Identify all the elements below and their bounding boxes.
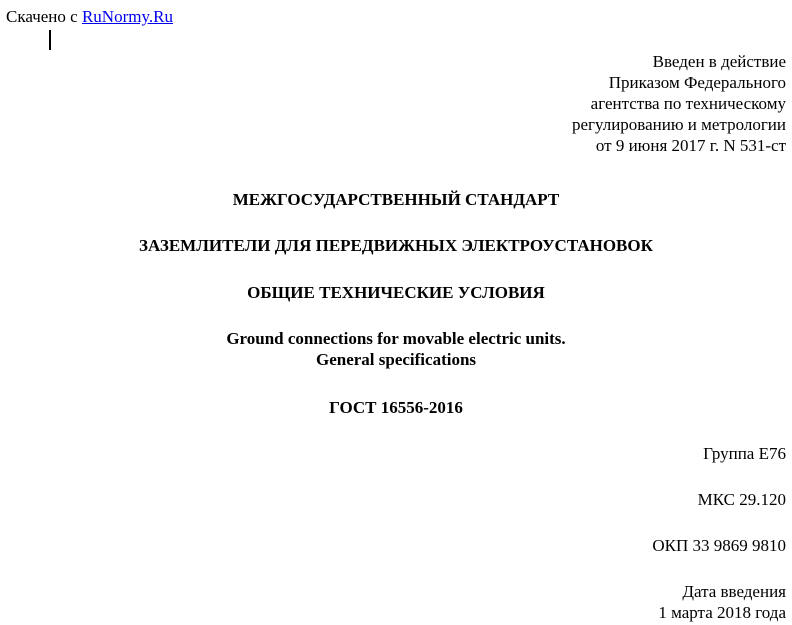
text-cursor xyxy=(49,30,51,50)
english-title xyxy=(0,328,792,370)
mks-code: МКС 29.120 xyxy=(697,490,786,509)
introduction-date: 1 марта 2018 года xyxy=(658,603,786,622)
english-title-line-2: General specifications xyxy=(315,350,477,369)
standard-category: МЕЖГОСУДАРСТВЕННЫЙ СТАНДАРТ xyxy=(232,190,560,209)
standard-code: ГОСТ 16556-2016 xyxy=(329,398,463,417)
source-prefix: Скачено с xyxy=(6,7,78,26)
introduction-block xyxy=(658,581,786,623)
enactment-block xyxy=(572,51,786,156)
enactment-line-2: Приказом Федерального xyxy=(608,73,786,92)
english-title-line-1: Ground connections for movable electric units. xyxy=(226,329,566,348)
enactment-line-4: регулированию и метрологии xyxy=(571,115,786,134)
okp-code: ОКП 33 9869 9810 xyxy=(652,536,786,555)
enactment-line-1: Введен в действие xyxy=(652,52,786,71)
introduction-label: Дата введения xyxy=(682,582,786,601)
standard-subtitle: ОБЩИЕ ТЕХНИЧЕСКИЕ УСЛОВИЯ xyxy=(247,283,545,302)
standard-title: ЗАЗЕМЛИТЕЛИ ДЛЯ ПЕРЕДВИЖНЫХ ЭЛЕКТРОУСТАНОВОК xyxy=(139,236,653,255)
source-link[interactable]: RuNormy.Ru xyxy=(81,7,173,26)
group-code: Группа Е76 xyxy=(703,444,786,463)
source-line xyxy=(6,6,173,27)
enactment-line-5: от 9 июня 2017 г. N 531-ст xyxy=(595,136,786,155)
enactment-line-3: агентства по техническому xyxy=(590,94,786,113)
